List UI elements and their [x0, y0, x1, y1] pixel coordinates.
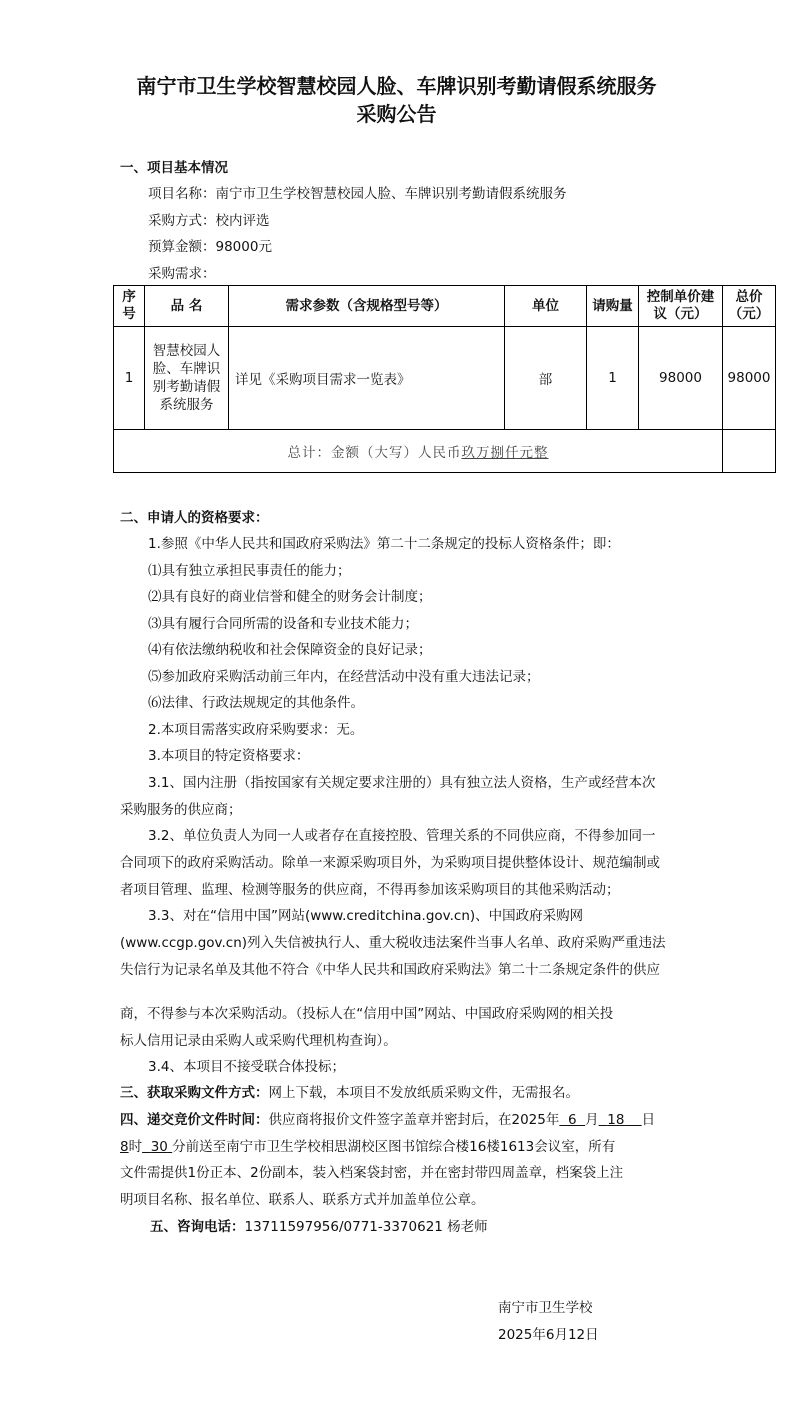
qualification-line: ⑵具有良好的商业信誉和健全的财务会计制度； — [148, 589, 432, 605]
header-name: 品 名 — [145, 286, 229, 327]
hour-suffix: 时 — [128, 1139, 143, 1155]
cell-params: 详见《采购项目需求一览表》 — [229, 327, 505, 430]
submit-hour: 8 — [120, 1139, 129, 1155]
section4-text1: 供应商将报价文件签字盖章并密封后，在2025年 — [268, 1112, 560, 1128]
table-header-row — [114, 286, 776, 327]
submit-month: 6 — [567, 1112, 577, 1128]
section5-heading: 五、咨询电话： — [150, 1219, 245, 1235]
cell-item-name: 智慧校园人脸、车牌识别考勤请假系统服务 — [145, 327, 229, 430]
section4-heading: 四、递交竞价文件时间： — [120, 1112, 269, 1128]
requirements-table — [113, 285, 776, 473]
qualification-line: 2.本项目需落实政府采购要求：无。 — [148, 722, 364, 738]
section4-text2: 分前送至南宁市卫生学校相思湖校区图书馆综合楼16楼1613会议室，所有 — [172, 1139, 616, 1155]
qualification-line: 3.2、单位负责人为同一人或者存在直接控股、管理关系的不同供应商，不得参加同一 — [148, 828, 656, 844]
document-title-line2: 采购公告 — [356, 102, 437, 126]
qualification-line: 商，不得参与本次采购活动。（投标人在“信用中国”网站、中国政府采购网的相关投 — [120, 1006, 614, 1022]
qualification-line: 1.参照《中华人民共和国政府采购法》第二十二条规定的投标人资格条件；即： — [148, 536, 620, 552]
header-params: 需求参数（含规格型号等） — [229, 286, 505, 327]
section4-line2 — [120, 1137, 615, 1157]
qualification-line: 3.1、国内注册（指按国家有关规定要求注册的）具有独立法人资格，生产或经营本次 — [148, 775, 656, 791]
document-title-line1: 南宁市卫生学校智慧校园人脸、车牌识别考勤请假系统服务 — [136, 74, 657, 98]
qualification-line: ⑶具有履行合同所需的设备和专业技术能力； — [148, 616, 418, 632]
total-empty-cell — [723, 430, 776, 473]
qualification-line: ⑸参加政府采购活动前三年内，在经营活动中没有重大违法记录； — [148, 669, 540, 685]
issue-date: 2025年6月12日 — [498, 1327, 599, 1343]
section4-line3: 文件需提供1份正本、2份副本，装入档案袋封密，并在密封带四周盖章，档案袋上注 — [120, 1165, 624, 1181]
header-seq: 序号 — [114, 286, 145, 327]
header-price: 控制单价建议（元） — [639, 286, 723, 327]
procurement-method: 采购方式：校内评选 — [148, 213, 270, 229]
qualification-line: 3.4、本项目不接受联合体投标； — [148, 1059, 345, 1075]
submit-day: 18 — [607, 1112, 625, 1128]
section4-line1 — [120, 1110, 655, 1130]
qualification-line: 合同项下的政府采购活动。除单一来源采购项目外，为采购项目提供整体设计、规范编制或 — [120, 855, 660, 871]
procurement-needs-label: 采购需求： — [148, 266, 216, 282]
header-unit: 单位 — [505, 286, 587, 327]
qualification-line: 标人信用记录由采购人或采购代理机构查询）。 — [120, 1033, 397, 1049]
cell-unit: 部 — [505, 327, 587, 430]
qualification-line: 采购服务的供应商； — [120, 802, 242, 818]
section3-heading: 三、获取采购文件方式： — [120, 1085, 269, 1101]
section3-text: 网上下载，本项目不发放纸质采购文件，无需报名。 — [268, 1085, 579, 1101]
qualification-line: 者项目管理、监理、检测等服务的供应商，不得再参加该采购项目的其他采购活动； — [120, 882, 620, 898]
qualification-line: ⑷有依法缴纳税收和社会保障资金的良好记录； — [148, 642, 432, 658]
total-prefix: 总计：金额（大写）人民币 — [287, 445, 462, 461]
section3-line — [120, 1083, 579, 1103]
cell-total: 98000 — [723, 327, 776, 430]
header-qty: 请购量 — [587, 286, 639, 327]
total-cell — [114, 430, 723, 473]
table-total-row — [114, 430, 776, 473]
day-suffix: 日 — [641, 1112, 656, 1128]
table-row — [114, 327, 776, 430]
month-suffix: 月 — [585, 1112, 599, 1128]
qualification-line: ⑴具有独立承担民事责任的能力； — [148, 563, 351, 579]
total-amount-uppercase: 玖万捌仟元整 — [461, 445, 549, 461]
section4-line4: 明项目名称、报名单位、联系人、联系方式并加盖单位公章。 — [120, 1192, 485, 1208]
header-total: 总价（元） — [723, 286, 776, 327]
qualification-line: 失信行为记录名单及其他不符合《中华人民共和国政府采购法》第二十二条规定条件的供应 — [120, 962, 660, 978]
project-name: 项目名称：南宁市卫生学校智慧校园人脸、车牌识别考勤请假系统服务 — [148, 186, 567, 202]
qualification-line: ⑹法律、行政法规规定的其他条件。 — [148, 695, 364, 711]
qualification-line: 3.3、对在“信用中国”网站(www.creditchina.gov.cn)、中国政府采购网 — [148, 908, 584, 924]
cell-price: 98000 — [639, 327, 723, 430]
section5-line — [150, 1217, 488, 1237]
section1-heading: 一、项目基本情况 — [120, 160, 228, 176]
cell-qty: 1 — [587, 327, 639, 430]
contact-phone: 13711597956/0771-3370621 杨老师 — [244, 1219, 488, 1235]
section2-heading: 二、申请人的资格要求： — [120, 510, 269, 526]
submit-minute: 30 — [150, 1139, 168, 1155]
qualification-line: 3.本项目的特定资格要求： — [148, 748, 310, 764]
cell-seq: 1 — [114, 327, 145, 430]
qualification-line: (www.ccgp.gov.cn)列入失信被执行人、重大税收违法案件当事人名单、政府采购严重违法 — [120, 935, 666, 951]
issuer-org: 南宁市卫生学校 — [498, 1300, 593, 1316]
budget-amount: 预算金额：98000元 — [148, 239, 272, 255]
